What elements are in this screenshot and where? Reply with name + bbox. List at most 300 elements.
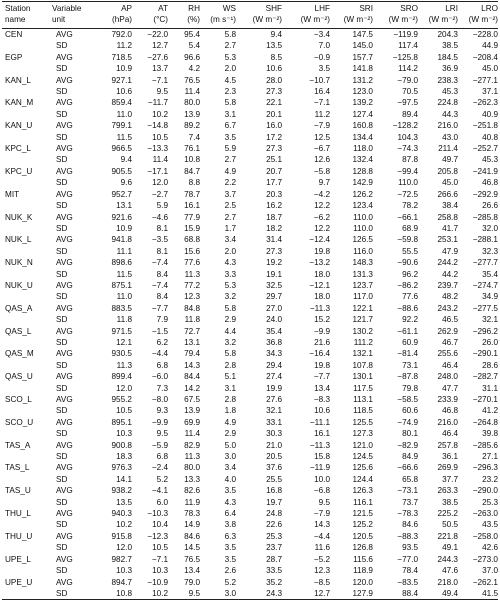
variable-unit-cell: AVG xyxy=(56,554,73,564)
value-cell: 11.9 xyxy=(184,497,200,507)
value-cell: −6.0 xyxy=(151,372,168,382)
value-cell: 248.0 xyxy=(437,372,458,382)
value-cell: 8.5 xyxy=(270,52,282,62)
value-cell: 238.3 xyxy=(437,75,458,85)
variable-unit-cell: SD xyxy=(56,223,68,233)
value-cell: 16.8 xyxy=(266,486,282,496)
variable-unit-cell: SD xyxy=(56,41,68,51)
table-row xyxy=(2,462,498,473)
table-row xyxy=(2,371,498,382)
value-cell: 28.0 xyxy=(266,75,282,85)
value-cell: 45.0 xyxy=(482,64,498,74)
value-cell: 4.9 xyxy=(224,417,236,427)
value-cell: 40.8 xyxy=(482,132,498,142)
column-header-name: AT xyxy=(158,4,168,13)
value-cell: 13.1 xyxy=(116,201,132,211)
station-name-cell xyxy=(2,474,52,485)
value-cell: 14.3 xyxy=(184,360,200,370)
value-cell: 224.8 xyxy=(437,98,458,108)
value-cell: 96.6 xyxy=(184,52,200,62)
value-cell: −258.0 xyxy=(472,531,498,541)
value-cell: 125.2 xyxy=(352,520,373,530)
value-cell: 47.7 xyxy=(442,383,458,393)
value-cell: 9.3 xyxy=(156,406,168,416)
variable-unit-cell: AVG xyxy=(56,280,73,290)
header-row xyxy=(2,2,498,29)
value-cell: 148.3 xyxy=(352,258,373,268)
value-cell: 25.5 xyxy=(266,474,282,484)
variable-unit-cell: AVG xyxy=(56,463,73,473)
value-cell: 84.9 xyxy=(402,452,418,462)
value-cell: 104.3 xyxy=(397,132,418,142)
value-cell: −241.9 xyxy=(472,166,498,176)
value-cell: 27.3 xyxy=(266,144,282,154)
value-cell: 3.4 xyxy=(224,463,236,473)
value-cell: 5.9 xyxy=(224,144,236,154)
value-cell: 19.9 xyxy=(266,383,282,393)
station-name-cell xyxy=(2,588,52,600)
value-cell: 6.0 xyxy=(156,497,168,507)
value-cell: −7.7 xyxy=(313,372,330,382)
value-cell: −22.0 xyxy=(147,30,168,39)
station-name-cell: QAS_A xyxy=(5,303,33,313)
value-cell: 4.3 xyxy=(224,497,236,507)
value-cell: −228.0 xyxy=(472,30,498,39)
value-cell: −90.6 xyxy=(397,258,418,268)
value-cell: −82.9 xyxy=(397,440,418,450)
column-header-unit: (W m⁻²) xyxy=(388,14,418,24)
value-cell: −11.1 xyxy=(309,417,330,427)
table-row xyxy=(2,223,498,234)
table-row xyxy=(2,360,498,371)
value-cell: 938.2 xyxy=(111,486,132,496)
value-cell: 92.2 xyxy=(402,315,418,325)
value-cell: −11.3 xyxy=(309,440,330,450)
value-cell: 10.0 xyxy=(314,474,330,484)
value-cell: −0.9 xyxy=(313,52,330,62)
value-cell: 3.2 xyxy=(224,292,236,302)
value-cell: 10.9 xyxy=(116,64,132,74)
value-cell: 121.5 xyxy=(352,509,373,519)
value-cell: 14.1 xyxy=(116,474,132,484)
table-row xyxy=(2,280,498,291)
value-cell: 21.6 xyxy=(314,337,330,347)
value-cell: −77.0 xyxy=(397,554,418,564)
value-cell: 18.7 xyxy=(266,212,282,222)
value-cell: 895.1 xyxy=(111,417,132,427)
column-header-name: LHF xyxy=(314,4,330,13)
table-row xyxy=(2,417,498,428)
value-cell: −296.2 xyxy=(472,326,498,336)
variable-unit-cell: SD xyxy=(56,201,68,211)
column-header xyxy=(52,2,94,29)
variable-unit-cell: AVG xyxy=(56,98,73,108)
value-cell: 17.2 xyxy=(266,132,282,142)
value-cell: −3.4 xyxy=(313,30,330,39)
value-cell: 11.3 xyxy=(116,360,132,370)
value-cell: 1.7 xyxy=(224,223,236,233)
value-cell: 940.3 xyxy=(111,509,132,519)
value-cell: 44.9 xyxy=(482,41,498,51)
variable-unit-cell: SD xyxy=(56,246,68,256)
table-header xyxy=(2,2,498,29)
column-header-unit: (W m⁻²) xyxy=(300,14,330,24)
value-cell: 218.0 xyxy=(437,577,458,587)
station-name-cell: NUK_U xyxy=(5,280,33,290)
value-cell: 5.2 xyxy=(156,474,168,484)
variable-unit-cell: AVG xyxy=(56,372,73,382)
value-cell: 3.1 xyxy=(224,383,236,393)
value-cell: −9.9 xyxy=(313,326,330,336)
value-cell: 13.7 xyxy=(152,64,168,74)
value-cell: 25.1 xyxy=(266,155,282,165)
value-cell: 73.7 xyxy=(402,497,418,507)
value-cell: 80.0 xyxy=(184,98,200,108)
value-cell: 12.0 xyxy=(116,543,132,553)
value-cell: 32.1 xyxy=(266,406,282,416)
value-cell: −11.9 xyxy=(309,463,330,473)
value-cell: 28.7 xyxy=(266,554,282,564)
station-name-cell: EGP xyxy=(5,52,23,62)
value-cell: 142.9 xyxy=(352,178,373,188)
value-cell: 15.6 xyxy=(184,246,200,256)
value-cell: 4.5 xyxy=(224,75,236,85)
station-name-cell: TAS_A xyxy=(5,440,31,450)
value-cell: 5.8 xyxy=(224,349,236,359)
value-cell: 3.7 xyxy=(224,189,236,199)
value-cell: 5.0 xyxy=(224,440,236,450)
value-cell: 37.6 xyxy=(266,463,282,473)
value-cell: −86.2 xyxy=(397,280,418,290)
table-row xyxy=(2,440,498,451)
value-cell: 9.5 xyxy=(156,429,168,439)
variable-unit-cell: SD xyxy=(56,292,68,302)
value-cell: 12.2 xyxy=(314,201,330,211)
value-cell: 10.6 xyxy=(314,406,330,416)
table-row xyxy=(2,189,498,200)
station-name-cell xyxy=(2,337,52,348)
table-row xyxy=(2,554,498,565)
station-name-cell: KPC_U xyxy=(5,166,33,176)
value-cell: 96.2 xyxy=(402,269,418,279)
value-cell: −251.8 xyxy=(472,121,498,131)
value-cell: 11.2 xyxy=(116,41,132,51)
value-cell: 11.3 xyxy=(184,452,200,462)
value-cell: 16.1 xyxy=(184,201,200,211)
value-cell: 3.5 xyxy=(224,486,236,496)
value-cell: 2.2 xyxy=(224,178,236,188)
value-cell: −296.3 xyxy=(472,463,498,473)
value-cell: 115.6 xyxy=(353,554,373,564)
value-cell: 1.8 xyxy=(224,406,236,416)
value-cell: 216.0 xyxy=(437,121,458,131)
table-row xyxy=(2,337,498,348)
value-cell: 3.0 xyxy=(224,452,236,462)
value-cell: 34.3 xyxy=(266,349,282,359)
value-cell: 60.6 xyxy=(402,406,418,416)
value-cell: 244.2 xyxy=(437,258,458,268)
value-cell: −7.1 xyxy=(151,75,168,85)
value-cell: 20.7 xyxy=(266,166,282,176)
value-cell: 27.4 xyxy=(266,372,282,382)
value-cell: 258.8 xyxy=(437,212,458,222)
value-cell: 24.0 xyxy=(266,315,282,325)
value-cell: 25.3 xyxy=(266,531,282,541)
value-cell: 859.4 xyxy=(111,98,132,108)
value-cell: 31.4 xyxy=(266,235,282,245)
value-cell: 160.8 xyxy=(352,121,373,131)
value-cell: −264.8 xyxy=(472,417,498,427)
value-cell: 68.9 xyxy=(402,223,418,233)
value-cell: 36.9 xyxy=(442,64,458,74)
value-cell: 24.3 xyxy=(266,588,282,598)
value-cell: 11.0 xyxy=(116,292,132,302)
table-row xyxy=(2,75,498,86)
value-cell: −8.0 xyxy=(151,395,168,404)
table-row xyxy=(2,485,498,496)
value-cell: 9.5 xyxy=(156,87,168,97)
value-cell: 6.8 xyxy=(156,452,168,462)
column-header-unit: (W m⁻²) xyxy=(252,14,282,24)
value-cell: 77.6 xyxy=(402,292,418,302)
value-cell: 3.0 xyxy=(224,588,236,598)
value-cell: −83.5 xyxy=(397,577,418,587)
column-header xyxy=(200,2,236,29)
value-cell: −119.9 xyxy=(393,30,418,39)
value-cell: 77.6 xyxy=(184,258,200,268)
value-cell: 11.6 xyxy=(314,543,330,553)
value-cell: 12.6 xyxy=(314,155,330,165)
table-row xyxy=(2,63,498,74)
value-cell: −252.7 xyxy=(472,144,498,154)
value-cell: 11.8 xyxy=(184,315,200,325)
value-cell: −125.8 xyxy=(392,52,418,62)
value-cell: 2.9 xyxy=(224,315,236,325)
variable-unit-cell: AVG xyxy=(56,75,73,85)
value-cell: 4.4 xyxy=(224,326,236,336)
value-cell: 10.5 xyxy=(152,543,168,553)
column-header xyxy=(458,2,498,29)
value-cell: 79.8 xyxy=(402,383,418,393)
value-cell: 11.0 xyxy=(116,109,132,119)
value-cell: 2.9 xyxy=(224,429,236,439)
value-cell: 118.0 xyxy=(353,144,373,154)
value-cell: 77.9 xyxy=(184,212,200,222)
value-cell: 84.8 xyxy=(184,303,200,313)
value-cell: 10.3 xyxy=(116,566,132,576)
value-cell: 107.8 xyxy=(352,360,373,370)
value-cell: 5.8 xyxy=(224,98,236,108)
station-name-cell: MIT xyxy=(5,189,20,199)
value-cell: 5.8 xyxy=(224,303,236,313)
value-cell: 25.3 xyxy=(482,497,498,507)
value-cell: 15.9 xyxy=(184,223,200,233)
value-cell: 20.3 xyxy=(266,189,282,199)
table-row xyxy=(2,166,498,177)
table-row xyxy=(2,428,498,439)
value-cell: 3.2 xyxy=(224,337,236,347)
value-cell: 10.9 xyxy=(116,223,132,233)
value-cell: 32.3 xyxy=(482,246,498,256)
value-cell: 117.5 xyxy=(353,383,373,393)
value-cell: 27.6 xyxy=(266,395,282,404)
variable-unit-cell: SD xyxy=(56,452,68,462)
column-header-unit: (°C) xyxy=(153,14,168,24)
value-cell: 16.2 xyxy=(266,201,282,211)
value-cell: 116.1 xyxy=(353,497,373,507)
table-row xyxy=(2,326,498,337)
table-row xyxy=(2,451,498,462)
value-cell: 68.8 xyxy=(184,235,200,245)
value-cell: −285.6 xyxy=(472,440,498,450)
value-cell: 32.5 xyxy=(266,280,282,290)
value-cell: 27.3 xyxy=(266,87,282,97)
value-cell: 26.0 xyxy=(482,337,498,347)
variable-unit-cell: SD xyxy=(56,315,68,325)
value-cell: 126.2 xyxy=(352,189,373,199)
value-cell: 269.9 xyxy=(437,463,458,473)
column-header xyxy=(330,2,373,29)
variable-unit-cell: AVG xyxy=(56,509,73,519)
value-cell: 27.1 xyxy=(482,452,498,462)
variable-unit-cell: AVG xyxy=(56,212,73,222)
value-cell: 126.5 xyxy=(352,235,373,245)
column-header xyxy=(94,2,132,29)
station-name-cell: NUK_K xyxy=(5,212,33,222)
column-header xyxy=(373,2,418,29)
value-cell: 122.1 xyxy=(352,303,373,313)
value-cell: −74.3 xyxy=(397,144,418,154)
value-cell: 44.3 xyxy=(442,109,458,119)
value-cell: 966.5 xyxy=(111,144,132,154)
value-cell: 23.7 xyxy=(266,543,282,553)
value-cell: −8.3 xyxy=(313,395,330,404)
variable-unit-cell: SD xyxy=(56,383,68,393)
value-cell: 10.6 xyxy=(266,64,282,74)
value-cell: 89.2 xyxy=(184,121,200,131)
value-cell: 6.4 xyxy=(224,509,236,519)
value-cell: 36.1 xyxy=(442,452,458,462)
value-cell: 110.0 xyxy=(353,212,373,222)
value-cell: 10.4 xyxy=(152,520,168,530)
value-cell: −12.3 xyxy=(147,531,168,541)
value-cell: −87.8 xyxy=(397,372,418,382)
station-name-cell: NUK_N xyxy=(5,258,33,268)
value-cell: 13.5 xyxy=(266,41,282,51)
value-cell: 114.2 xyxy=(398,64,418,74)
value-cell: 130.2 xyxy=(352,326,373,336)
table-row xyxy=(2,120,498,131)
column-header-name: AP xyxy=(121,4,132,13)
variable-unit-cell: AVG xyxy=(56,166,73,176)
value-cell: 131.3 xyxy=(352,269,373,279)
station-name-cell: TAS_L xyxy=(5,463,30,473)
station-name-cell: CEN xyxy=(5,30,23,39)
value-cell: 5.3 xyxy=(224,280,236,290)
value-cell: 927.1 xyxy=(111,75,132,85)
value-cell: −99.4 xyxy=(397,166,418,176)
station-name-cell xyxy=(2,565,52,576)
value-cell: 6.8 xyxy=(156,360,168,370)
variable-unit-cell: AVG xyxy=(56,303,73,313)
value-cell: −5.9 xyxy=(151,440,168,450)
value-cell: −10.9 xyxy=(147,577,168,587)
value-cell: −61.1 xyxy=(397,326,418,336)
value-cell: −290.1 xyxy=(472,349,498,359)
value-cell: 8.1 xyxy=(156,223,168,233)
column-header-unit: (W m⁻²) xyxy=(428,14,458,24)
station-name-cell xyxy=(2,542,52,553)
value-cell: −4.6 xyxy=(151,212,168,222)
value-cell: 13.5 xyxy=(116,497,132,507)
value-cell: −7.4 xyxy=(151,258,168,268)
value-cell: 126.3 xyxy=(352,486,373,496)
value-cell: 899.4 xyxy=(111,372,132,382)
value-cell: 19.7 xyxy=(266,497,282,507)
value-cell: 69.9 xyxy=(184,417,200,427)
value-cell: 38.4 xyxy=(442,201,458,211)
value-cell: 11.4 xyxy=(184,87,200,97)
column-header xyxy=(168,2,200,29)
variable-unit-cell: AVG xyxy=(56,531,73,541)
value-cell: 7.3 xyxy=(156,383,168,393)
value-cell: 88.4 xyxy=(402,588,418,598)
station-name-cell xyxy=(2,314,52,325)
value-cell: −59.8 xyxy=(397,235,418,245)
value-cell: 18.0 xyxy=(314,292,330,302)
value-cell: −4.4 xyxy=(313,531,330,541)
column-header xyxy=(132,2,168,29)
column-header-name: SRI xyxy=(359,4,373,13)
value-cell: 10.2 xyxy=(152,588,168,598)
variable-unit-cell: AVG xyxy=(56,189,73,199)
value-cell: 263.3 xyxy=(437,486,458,496)
value-cell: 27.3 xyxy=(266,246,282,256)
station-name-cell xyxy=(2,223,52,234)
table-row xyxy=(2,212,498,223)
value-cell: −10.3 xyxy=(147,509,168,519)
variable-unit-cell: AVG xyxy=(56,417,73,427)
value-cell: 45.3 xyxy=(482,155,498,165)
table-row xyxy=(2,200,498,211)
column-header-name: WS xyxy=(222,4,236,13)
value-cell: 26.6 xyxy=(482,201,498,211)
value-cell: −270.1 xyxy=(472,395,498,404)
value-cell: 2.7 xyxy=(224,212,236,222)
value-cell: 78.3 xyxy=(184,509,200,519)
value-cell: −11.3 xyxy=(309,303,330,313)
value-cell: 12.0 xyxy=(152,178,168,188)
value-cell: 225.2 xyxy=(437,509,458,519)
variable-unit-cell: AVG xyxy=(56,30,73,39)
value-cell: 5.9 xyxy=(156,201,168,211)
value-cell: 37.0 xyxy=(482,566,498,576)
value-cell: 11.3 xyxy=(184,269,200,279)
value-cell: 37.1 xyxy=(482,87,498,97)
column-header xyxy=(236,2,282,29)
value-cell: 70.5 xyxy=(402,87,418,97)
value-cell: 5.2 xyxy=(224,577,236,587)
value-cell: 955.2 xyxy=(111,395,132,404)
value-cell: 120.5 xyxy=(352,531,373,541)
station-statistics-table xyxy=(2,1,498,600)
value-cell: 12.3 xyxy=(184,292,200,302)
value-cell: 46.4 xyxy=(442,360,458,370)
variable-unit-cell: AVG xyxy=(56,395,73,404)
value-cell: 2.0 xyxy=(224,64,236,74)
table-row xyxy=(2,246,498,257)
station-name-cell xyxy=(2,291,52,302)
